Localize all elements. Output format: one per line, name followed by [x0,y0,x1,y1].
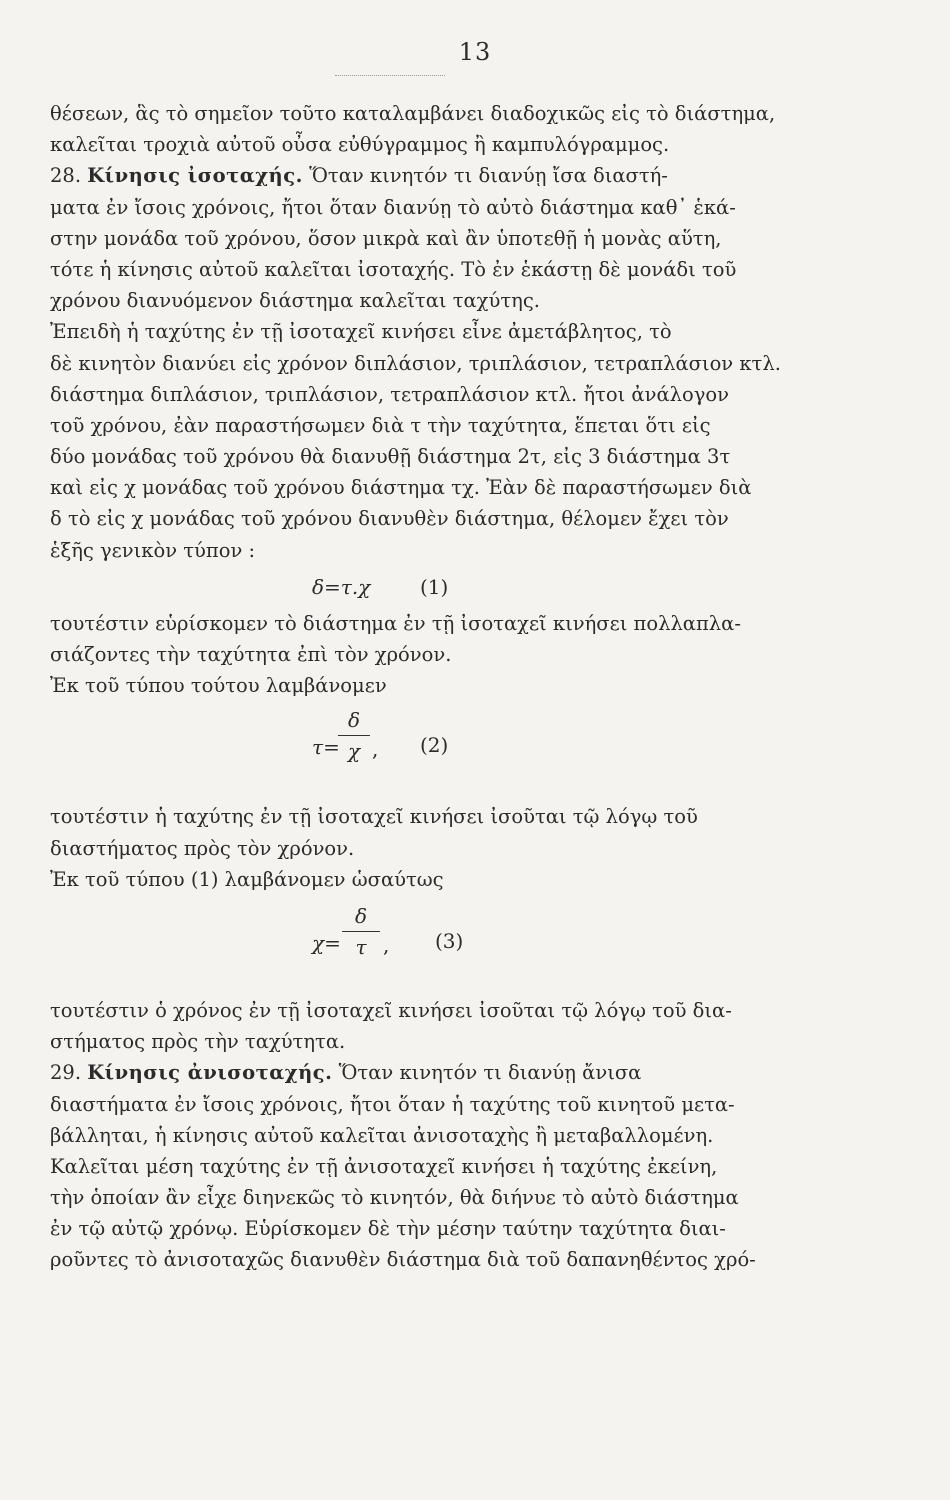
text-line: Ἐπειδὴ ἡ ταχύτης ἐν τῇ ἰσοταχεῖ κινήσει εἶνε ἀμετάβλητος, τὸ [50,320,672,344]
header-rule [335,75,445,76]
text-line: Ἐκ τοῦ τύπου (1) λαμβάνομεν ὡσαύτως [50,867,444,891]
text-line: στην μονάδα τοῦ χρόνου, ὅσον μικρὰ καὶ ἂν ὑποτεθῇ ἡ μονὰς αὕτη, [50,226,722,250]
text-line: ἐν τῷ αὐτῷ χρόνῳ. Εὑρίσκομεν δὲ τὴν μέσην ταύτην ταχύτητα διαι- [50,1217,726,1241]
text-line: τουτέστιν εὑρίσκομεν τὸ διάστημα ἐν τῇ ἰσοταχεῖ κινήσει πολλαπλα- [50,611,741,635]
section-text: Ὅταν κινητόν τι διανύῃ ἄνισα [338,1061,642,1085]
fraction-numerator: δ [354,903,368,928]
text-line: σιάζοντες τὴν ταχύτητα ἐπὶ τὸν χρόνον. [50,643,452,666]
equation-2 [50,701,770,801]
text-line: τὴν ὁποίαν ἂν εἶχε διηνεκῶς τὸ κινητόν, θὰ διήνυε τὸ αὐτὸ διάστημα [50,1186,739,1210]
equation-3-label: (3) [435,928,464,953]
text-line: βάλληται, ἡ κίνησις αὐτοῦ καλεῖται ἀνισοταχὴς ἢ μεταβαλλομένη. [50,1123,714,1147]
text-line: διαστήματος πρὸς τὸν χρόνον. [50,836,355,860]
text-line: Καλεῖται μέση ταχύτης ἐν τῇ ἀνισοταχεῖ κινήσει ἡ ταχύτης ἐκείνη, [50,1154,718,1178]
equation-2-comma: , [372,737,379,762]
text-line: τότε ἡ κίνησις αὐτοῦ καλεῖται ἰσοταχής. Τὸ ἐν ἑκάστῃ δὲ μονάδι τοῦ [50,257,737,281]
equation-2-label: (2) [420,733,449,758]
text-line: δ τὸ εἰς χ μονάδας τοῦ χρόνου διανυθὲν διάστημα, θέλομεν ἔχει τὸν [50,507,729,531]
equation-3-fraction [340,901,382,962]
text-line: χρόνου διανυόμενον διάστημα καλεῖται ταχύτης. [50,289,540,313]
text-line: καλεῖται τροχιὰ αὐτοῦ οὖσα εὐθύγραμμος ἢ καμπυλόγραμμος. [50,133,670,157]
section-number: 28. [50,164,82,188]
equation-1 [50,566,770,608]
equation-3-lhs: χ= [312,930,341,955]
text-line: καὶ εἰς χ μονάδας τοῦ χρόνου διάστημα τχ. Ἐὰν δὲ παραστήσωμεν διὰ [50,476,752,500]
text-line: τοῦ χρόνου, ἐὰν παραστήσωμεν διὰ τ τὴν ταχύτητα, ἕπεται ὅτι εἰς [50,413,711,437]
text-line: διάστημα διπλάσιον, τριπλάσιον, τετραπλάσιον κτλ. ἤτοι ἀνάλογον [50,382,729,406]
text-line: ματα ἐν ἴσοις χρόνοις, ἤτοι ὅταν διανύῃ τὸ αὐτὸ διάστημα καθ᾽ ἑκά- [50,195,736,219]
text-line: τουτέστιν ὁ χρόνος ἐν τῇ ἰσοταχεῖ κινήσει ἰσοῦται τῷ λόγῳ τοῦ δια- [50,998,732,1022]
page-body [50,98,781,1276]
text-line: ροῦντες τὸ ἀνισοταχῶς διανυθὲν διάστημα διὰ τοῦ δαπανηθέντος χρό- [50,1248,756,1272]
text-line: διαστήματα ἐν ἴσοις χρόνοις, ἤτοι ὅταν ἡ ταχύτης τοῦ κινητοῦ μετα- [50,1092,735,1116]
text-line: τουτέστιν ἡ ταχύτης ἐν τῇ ἰσοταχεῖ κινήσει ἰσοῦται τῷ λόγῳ τοῦ [50,805,698,829]
fraction-numerator: δ [347,708,361,733]
fraction-denominator: τ [355,934,367,959]
section-number: 29. [50,1061,82,1085]
equation-2-fraction [336,705,372,766]
section-28-line [50,160,770,191]
text-line: στήματος πρὸς τὴν ταχύτητα. [50,1030,346,1054]
fraction-denominator: χ [347,739,361,764]
section-29-line [50,1057,770,1088]
equation-3-comma: , [383,932,390,957]
equation-1-label: (1) [420,574,449,599]
text-line: θέσεων, ἃς τὸ σημεῖον τοῦτο καταλαμβάνει διαδοχικῶς εἰς τὸ διάστημα, [50,102,776,125]
text-line: ἑξῆς γενικὸν τύπον : [50,538,256,562]
section-text: Ὅταν κινητόν τι διανύῃ ἴσα διαστή- [309,164,668,188]
text-line: δὲ κινητὸν διανύει εἰς χρόνον διπλάσιον, τριπλάσιον, τετραπλάσιον κτλ. [50,351,781,375]
equation-1-formula: δ=τ.χ [312,574,371,599]
equation-2-lhs: τ= [312,735,340,760]
equation-3 [50,895,770,995]
page-number: 13 [458,38,492,66]
text-line: δύο μονάδας τοῦ χρόνου θὰ διανυθῇ διάστημα 2τ, εἰς 3 διάστημα 3τ [50,445,731,469]
section-heading: Κίνησις ἀνισοταχής. [87,1061,333,1085]
section-heading: Κίνησις ἰσοταχής. [87,164,303,188]
text-line: Ἐκ τοῦ τύπου τούτου λαμβάνομεν [50,674,387,698]
